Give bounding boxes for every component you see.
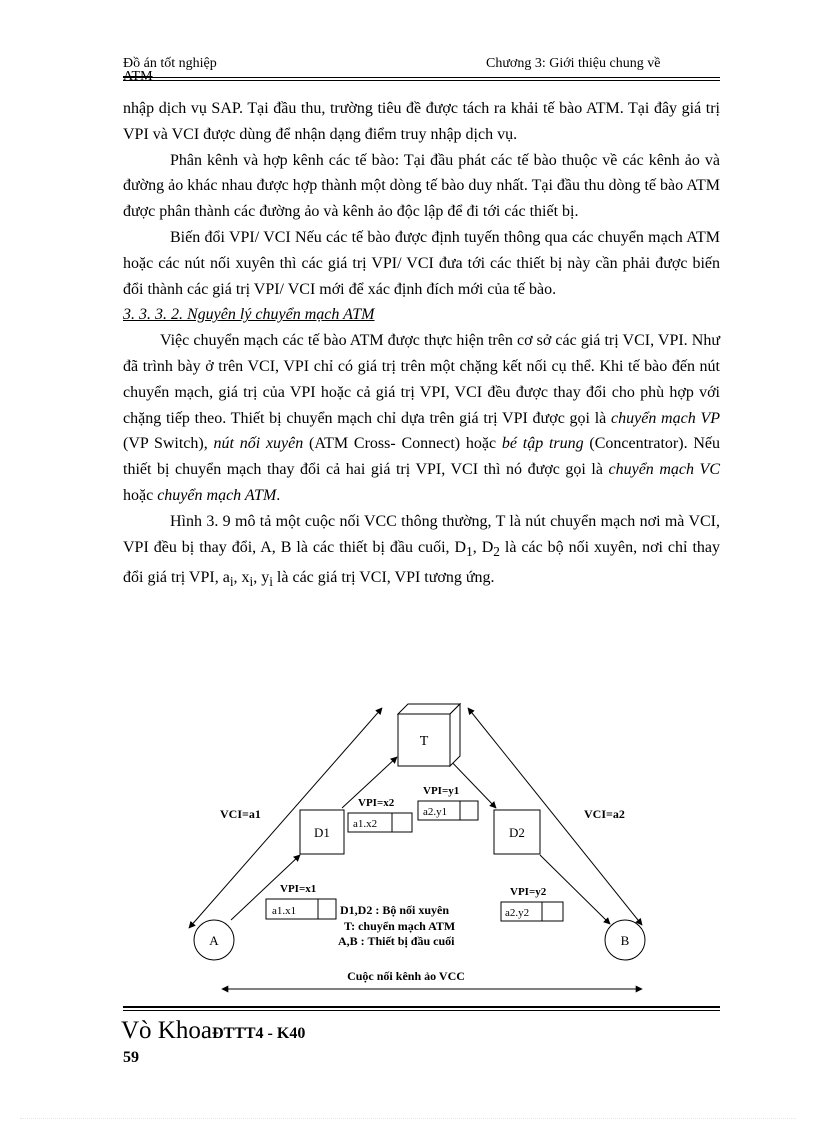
figure-vcc-diagram: [170, 700, 660, 1000]
legend-line-3: A,B : Thiết bị đầu cuối: [338, 934, 455, 948]
label-vci-left: VCI=a1: [220, 807, 261, 821]
page-number: 59: [123, 1049, 139, 1066]
node-t-switch: [398, 704, 460, 766]
node-b-label: B: [620, 933, 630, 948]
label-vpi-y2: VPI=y2: [510, 886, 547, 898]
header-doc-subtitle: ATM: [123, 69, 153, 84]
footer-author: [121, 1017, 305, 1045]
header-rule-bottom: [123, 80, 720, 81]
paragraph-5: Hình 3. 9 mô tả một cuộc nối VCC thông thường, T là nút chuyển mạch nơi mà VCI, VPI đều bị thay đổi, A, B là các thiết bị đầu cuối, $D_1$, $D_2$ là các bộ nối xuyên, nơi chỉ thay đổi giá trị VPI, $a_i$, $x_i$, $y_i$ là các giá trị VCI, VPI tương ứng.: [123, 512, 720, 589]
svg-text:a2.y2: a2.y2: [505, 907, 530, 919]
node-d2-label: D2: [509, 825, 525, 840]
paragraph-2: Phân kênh và hợp kênh các tế bào: Tại đầu phát các tế bào thuộc về các kênh ảo và đường ảo khác nhau được hợp thành một dòng tế bào duy nhất. Tại đầu thu dòng tế bào ATM được phân thành các đường ảo và kênh ảo độc lập để đi tới các thiết bị.: [123, 151, 720, 221]
header-rule-top: [123, 77, 720, 78]
figure-caption: Cuộc nối kênh ảo VCC: [347, 969, 465, 983]
label-vci-right: VCI=a2: [584, 807, 625, 821]
section-heading: 3. 3. 3. 2. Nguyên lý chuyển mạch ATM: [123, 306, 375, 324]
cell-a2y2: [501, 902, 563, 921]
cell-a1x1: [266, 899, 336, 919]
footer-rule-bottom: [123, 1010, 720, 1011]
footer-class-code: ĐTTT4 - K40: [211, 1025, 306, 1042]
label-vpi-x2: VPI=x2: [358, 797, 395, 809]
arrow-t-d2: [446, 756, 496, 808]
node-a-label: A: [209, 933, 219, 948]
cell-a2y1: [418, 801, 478, 820]
cell-a1x2: [348, 813, 412, 832]
node-t-label: T: [419, 734, 429, 749]
paragraph-3: Biến đổi VPI/ VCI Nếu các tế bào được định tuyến thông qua các chuyển mạch ATM hoặc các nút nối xuyên thì các giá trị VPI/ VCI đưa tới các thiết bị này cần phải được biến đổi thành các giá trị VPI/ VCI mới để xác định đích mới của tế bào.: [123, 228, 720, 298]
label-vpi-x1: VPI=x1: [280, 883, 317, 895]
svg-text:a1.x2: a1.x2: [353, 818, 378, 830]
legend-line-2: T: chuyển mạch ATM: [344, 919, 456, 933]
node-d1-label: D1: [314, 825, 330, 840]
footer-author-name: Vò Khoa: [121, 1017, 212, 1044]
header-chapter-title: Chương 3: Giới thiệu chung về: [486, 56, 661, 71]
svg-text:a1.x1: a1.x1: [272, 905, 297, 917]
legend-line-1: D1,D2 : Bộ nối xuyên: [340, 903, 450, 917]
svg-text:a2.y1: a2.y1: [423, 806, 448, 818]
label-vpi-y1: VPI=y1: [423, 785, 460, 797]
footer-rule-top: [123, 1006, 720, 1008]
bottom-dotted-rule: [20, 1118, 796, 1119]
paragraph-4: Việc chuyển mạch các tế bào ATM được thực hiện trên cơ sở các giá trị VCI, VPI. Như đã trình bày ở trên VCI, VPI chỉ có giá trị trên một chặng kết nối cụ thể. Khi tế bào đến nút chuyển mạch, giá trị của VPI hoặc cả giá trị VPI, VCI đều được thay đổi cho phù hợp với chặng tiếp theo. Thiết bị chuyển mạch chỉ dựa trên giá trị VPI được gọi là chuyển mạch VP (VP Switch), nút nối xuyên (ATM Cross- Connect) hoặc bé tập trung (Concentrator). Nếu thiết bị chuyển mạch thay đổi cả hai giá trị VPI, VCI thì nó được gọi là chuyển mạch VC hoặc chuyển mạch ATM.: [123, 332, 721, 504]
body-content: [123, 96, 720, 595]
paragraph-1: nhập dịch vụ SAP. Tại đầu thu, trường tiêu đề được tách ra khải tế bào ATM. Tại đây giá trị VPI và VCI được dùng để nhận dạng điểm truy nhập dịch vụ.: [123, 100, 720, 143]
header-doc-title: Đồ án tốt nghiệp: [123, 56, 217, 71]
